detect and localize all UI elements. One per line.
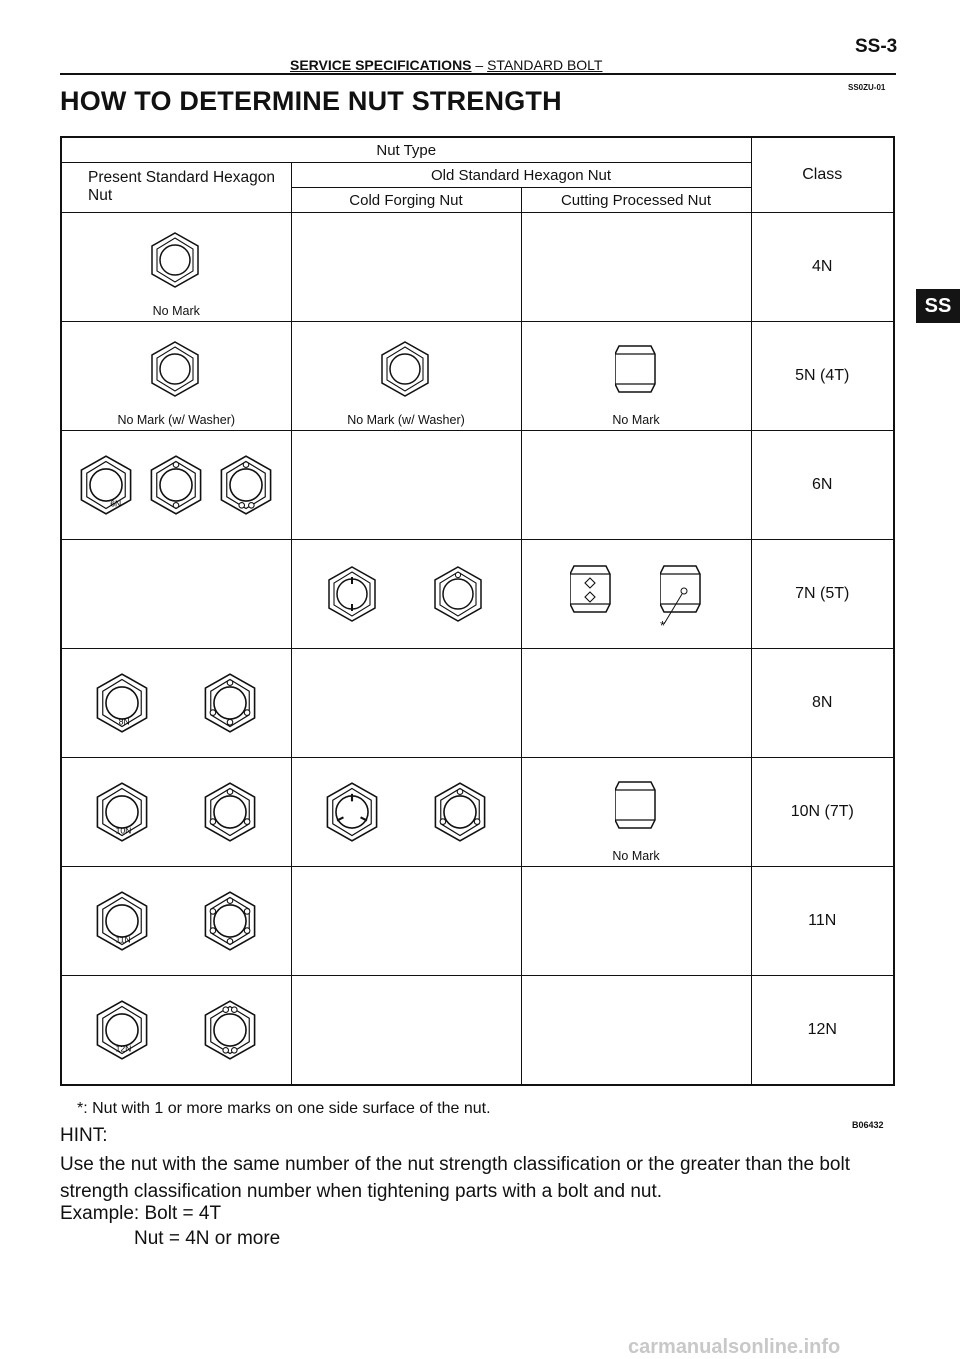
present-cell (61, 867, 291, 976)
asterisk-mark: * (660, 618, 666, 630)
nut-mark-label: 8N (119, 716, 130, 727)
hex-nut-icon (147, 340, 205, 398)
nut-caption: No Mark (w/ Washer) (347, 413, 465, 427)
old-standard-header: Old Standard Hexagon Nut (291, 163, 751, 188)
table-row (61, 867, 894, 976)
cold-forging-cell (291, 976, 521, 1086)
page-number: SS-3 (855, 36, 898, 57)
side-nut-marked-icon (660, 558, 702, 630)
hex-nut-dot-icon (199, 672, 261, 734)
cutting-processed-header: Cutting Processed Nut (521, 188, 751, 213)
hex-nut-slotted-icon (321, 781, 383, 843)
header-row-1 (61, 137, 894, 163)
hex-nut-10n-icon (91, 781, 153, 843)
table-row (61, 213, 894, 322)
nut-caption: No Mark (612, 849, 660, 863)
cold-forging-cell (291, 213, 521, 322)
present-cell (61, 322, 291, 431)
cutting-cell (521, 540, 751, 649)
cutting-cell (521, 976, 751, 1086)
hex-nut-icon (147, 231, 205, 289)
table-row (61, 649, 894, 758)
nut-caption: No Mark (612, 413, 660, 427)
class-value: 12N (751, 976, 894, 1086)
hex-nut-icon (377, 340, 435, 398)
hex-nut-dot-icon (199, 781, 261, 843)
table-row (61, 758, 894, 867)
figure-code: B06432 (852, 1120, 884, 1130)
example-line-2: Nut = 4N or more (134, 1228, 281, 1249)
table-row (61, 431, 894, 540)
nut-caption: No Mark (w/ Washer) (117, 413, 236, 427)
hex-nut-dot-icon (430, 565, 488, 623)
class-value: 8N (751, 649, 894, 758)
cutting-cell (521, 322, 751, 431)
present-cell (61, 758, 291, 867)
hex-nut-12n-icon (91, 999, 153, 1061)
present-cell (61, 649, 291, 758)
class-header: Class (751, 137, 894, 213)
nut-caption: No Mark (152, 304, 200, 318)
table-row (61, 540, 894, 649)
watermark: carmanualsonline.info (628, 1336, 841, 1358)
hex-nut-slotted-icon (324, 565, 382, 623)
present-cell (61, 213, 291, 322)
running-header (290, 57, 602, 73)
side-nut-icon (615, 344, 657, 396)
nut-mark-label: 12N (115, 1043, 132, 1054)
class-value: 5N (4T) (751, 322, 894, 431)
present-cell (61, 540, 291, 649)
hex-nut-11n-icon (91, 890, 153, 952)
side-nut-icon (615, 780, 657, 832)
cutting-cell (521, 867, 751, 976)
nut-strength-table (60, 136, 895, 1086)
cold-forging-cell (291, 867, 521, 976)
present-cell (61, 431, 291, 540)
nut-mark-label: 6N (110, 498, 122, 509)
present-standard-header: Present Standard Hexagon Nut (61, 163, 291, 213)
table-row (61, 976, 894, 1086)
cold-forging-cell (291, 758, 521, 867)
example-line-1: Example: Bolt = 4T (60, 1203, 222, 1224)
hex-nut-dot-icon (429, 781, 491, 843)
nut-type-header: Nut Type (61, 137, 751, 163)
cold-forging-cell (291, 649, 521, 758)
section-tab[interactable]: SS (916, 289, 960, 323)
nut-mark-label: 10N (115, 825, 132, 836)
hex-nut-6n-icon (75, 454, 137, 516)
class-value: 4N (751, 213, 894, 322)
hint-text: Use the nut with the same number of the nut strength classification or the greater than the bolt strength classification number when tightening parts with a bolt and nut. (60, 1154, 851, 1202)
hex-nut-dot-icon (199, 999, 261, 1061)
page-code: SS0ZU-01 (848, 83, 886, 92)
cutting-cell (521, 431, 751, 540)
header-separator: – (475, 57, 484, 73)
nut-mark-label: 11N (115, 934, 131, 945)
hex-nut-8n-icon (91, 672, 153, 734)
class-value: 6N (751, 431, 894, 540)
cold-forging-header: Cold Forging Nut (291, 188, 521, 213)
hex-nut-dot-icon (215, 454, 277, 516)
table-footnote: *: Nut with 1 or more marks on one side surface of the nut. (77, 1100, 491, 1117)
hex-nut-dot-icon (145, 454, 207, 516)
cutting-cell (521, 213, 751, 322)
class-value: 11N (751, 867, 894, 976)
class-value: 7N (5T) (751, 540, 894, 649)
cutting-cell (521, 649, 751, 758)
side-nut-diamond-icon (570, 558, 612, 630)
class-value: 10N (7T) (751, 758, 894, 867)
table-row (61, 322, 894, 431)
cold-forging-cell (291, 322, 521, 431)
cutting-cell (521, 758, 751, 867)
section-title: SERVICE SPECIFICATIONS (290, 57, 472, 73)
subsection-title: STANDARD BOLT (487, 57, 603, 73)
hint-label: HINT: (60, 1125, 108, 1146)
header-rule (60, 73, 896, 75)
page-title: HOW TO DETERMINE NUT STRENGTH (60, 86, 562, 116)
cold-forging-cell (291, 431, 521, 540)
present-cell (61, 976, 291, 1086)
hex-nut-dot-icon (199, 890, 261, 952)
cold-forging-cell (291, 540, 521, 649)
